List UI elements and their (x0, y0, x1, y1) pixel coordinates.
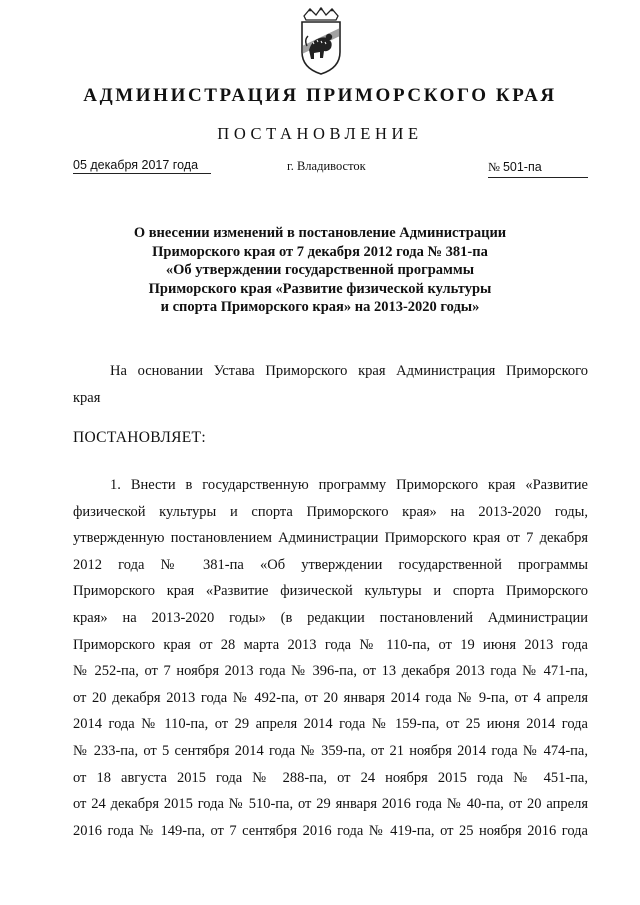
paragraph-line: Приморского края от 28 марта 2013 года № 110-па, от 19 июня 2013 года (73, 636, 588, 653)
decree-word: ПОСТАНОВЛЯЕТ: (73, 429, 206, 446)
title-line: О внесении изменений в постановление Администрации (133, 225, 507, 241)
document-title (100, 224, 540, 317)
paragraph-line: № 233-па, от 5 сентября 2014 года № 359-па, от 21 ноября 2014 года № 474-па, (73, 742, 588, 759)
preamble-paragraph (73, 358, 588, 411)
document-city: г. Владивосток (287, 159, 366, 173)
coat-of-arms-icon (296, 6, 346, 78)
title-line: «Об утверждении государственной программы (165, 262, 475, 278)
paragraph-line: от 24 декабря 2015 года № 510-па, от 29 января 2016 года № 40-па, от 20 апреля (73, 796, 588, 813)
document-type: ПОСТАНОВЛЕНИЕ (217, 124, 423, 143)
paragraph-line: 2016 года № 149-па, от 7 сентября 2016 года № 419-па, от 25 ноября 2016 года (73, 822, 588, 839)
paragraph-line: Приморского края «Развитие физической культуры и спорта Приморского (73, 583, 588, 600)
document-date: 05 декабря 2017 года (73, 158, 211, 174)
paragraph-line: 2012 года № 381-па «Об утверждении государственной программы (73, 556, 588, 573)
organization-title: АДМИНИСТРАЦИЯ ПРИМОРСКОГО КРАЯ (83, 85, 557, 106)
paragraph-line: 2014 года № 110-па, от 29 апреля 2014 года № 159-па, от 25 июня 2014 года (73, 716, 588, 733)
paragraph-line: физической культуры и спорта Приморского края» на 2013-2020 годы, (73, 503, 588, 520)
paragraph-line: от 18 августа 2015 года № 288-па, от 24 ноября 2015 года № 451-па, (73, 769, 588, 786)
number-value: 501-па (502, 160, 542, 174)
title-line: Приморского края «Развитие физической культуры (148, 280, 492, 297)
paragraph-line: На основании Устава Приморского края Администрация Приморского (110, 363, 588, 379)
paragraph-line: № 252-па, от 7 ноября 2013 года № 396-па, от 13 декабря 2013 года № 471-па, (73, 663, 588, 680)
document-number (488, 158, 588, 178)
title-line: и спорта Приморского края» на 2013-2020 годы» (160, 299, 480, 315)
number-sign: № (488, 160, 500, 174)
paragraph-line: края (73, 389, 101, 406)
paragraph-line: утвержденную постановлением Администрации Приморского края от 7 декабря (73, 530, 588, 547)
item-1-paragraph (73, 472, 588, 844)
paragraph-line: края» на 2013-2020 годы» (в редакции постановлений Администрации (73, 609, 588, 626)
paragraph-line: от 20 декабря 2013 года № 492-па, от 20 января 2014 года № 9-па, от 4 апреля (73, 689, 588, 706)
paragraph-line: 1. Внести в государственную программу Приморского края «Развитие (110, 477, 588, 493)
title-line: Приморского края от 7 декабря 2012 года № 381-па (152, 243, 488, 260)
